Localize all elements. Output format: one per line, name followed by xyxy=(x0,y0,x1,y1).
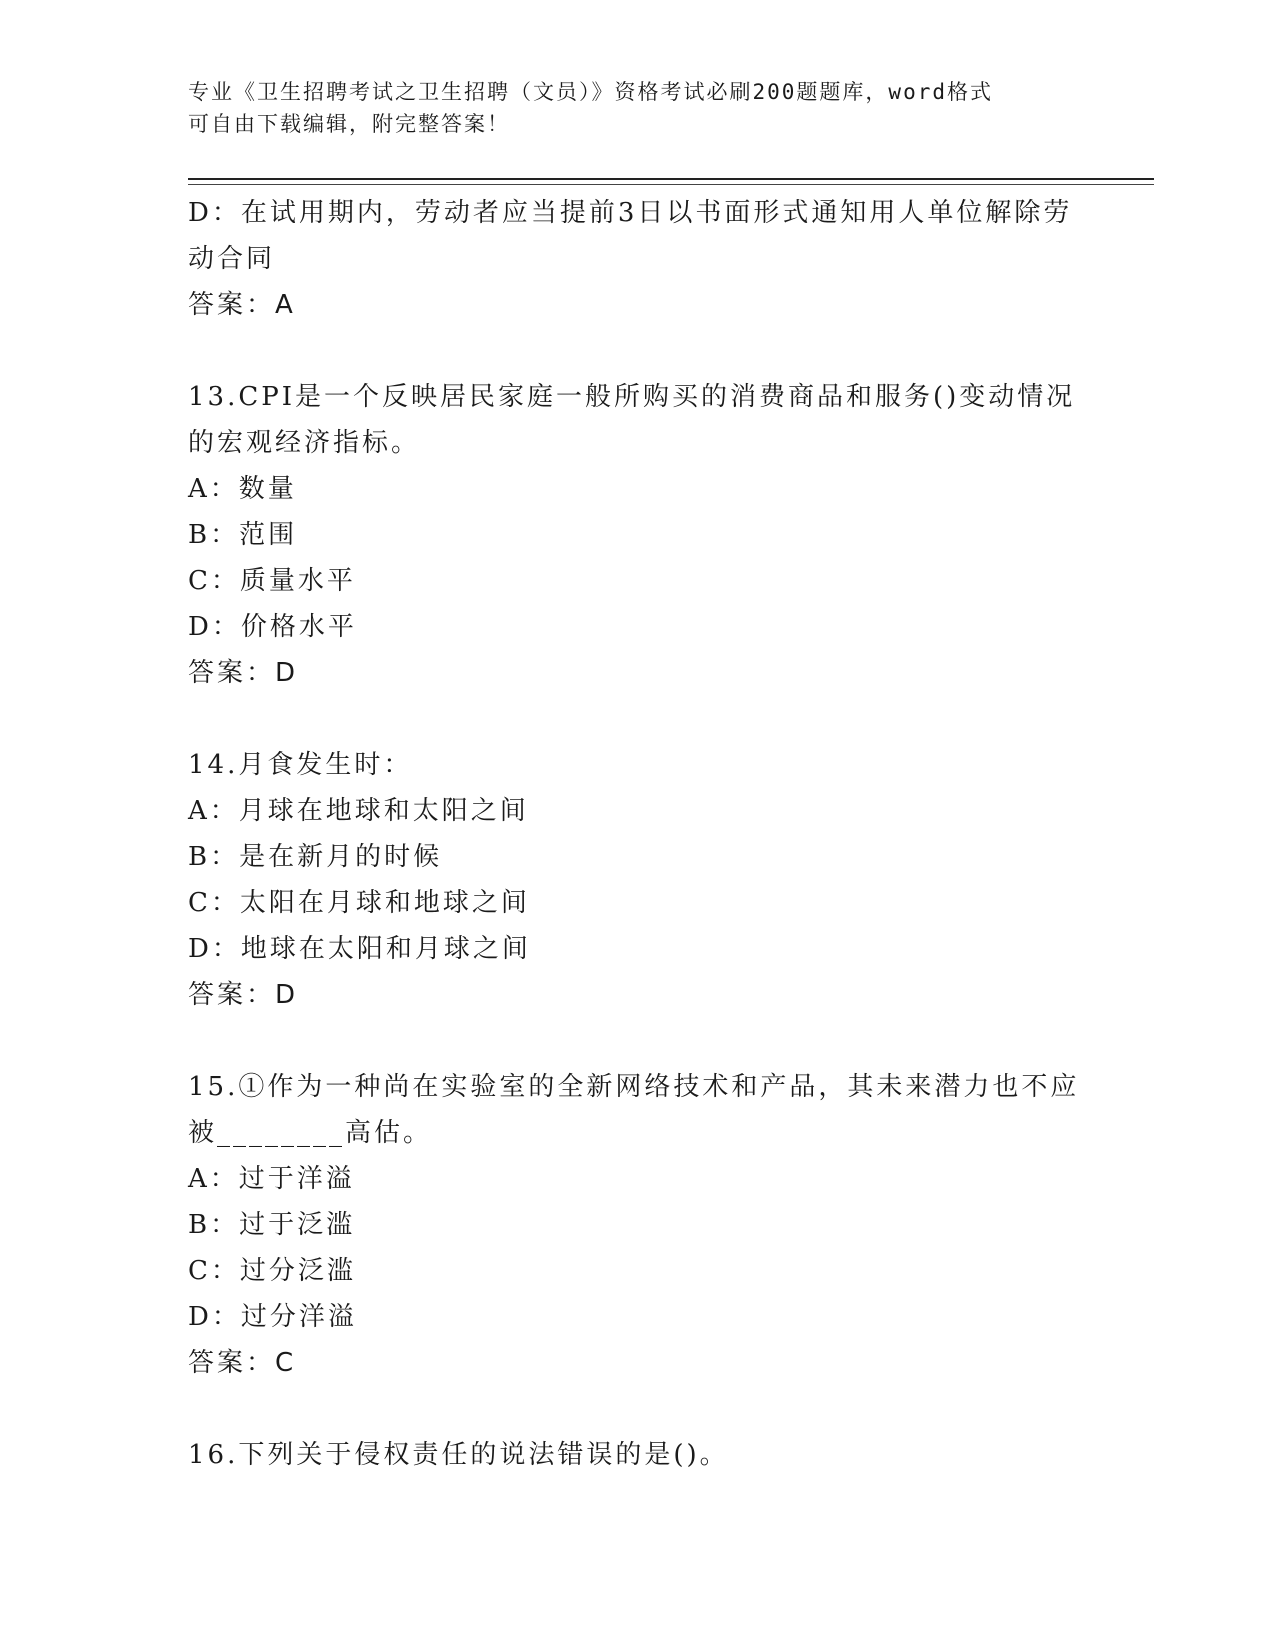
option-b: B：是在新月的时候 xyxy=(188,842,443,872)
answer-line: 答案：A xyxy=(188,290,296,320)
question-stem: 15.①作为一种尚在实验室的全新网络技术和产品，其未来潜力也不应 xyxy=(188,1072,1080,1102)
question-stem: 14.月食发生时： xyxy=(188,750,413,780)
question-stem-continued: 的宏观经济指标。 xyxy=(188,428,421,458)
option-d-continued: 动合同 xyxy=(188,244,276,274)
option-d: D：在试用期内，劳动者应当提前3日以书面形式通知用人单位解除劳 xyxy=(188,198,1073,228)
question-stem: 16.下列关于侵权责任的说法错误的是()。 xyxy=(188,1440,729,1470)
question-15 xyxy=(188,1064,1088,1386)
option-a: A：月球在地球和太阳之间 xyxy=(188,796,529,826)
option-c: C：过分泛滥 xyxy=(188,1256,356,1286)
option-a: A：数量 xyxy=(188,474,297,504)
option-c: C：太阳在月球和地球之间 xyxy=(188,888,530,918)
option-c: C：质量水平 xyxy=(188,566,356,596)
option-b: B：过于泛滥 xyxy=(188,1210,356,1240)
question-stem-continued: 被________高估。 xyxy=(188,1118,433,1148)
header-line-2: 可自由下载编辑，附完整答案！ xyxy=(188,112,510,136)
question-16 xyxy=(188,1432,1088,1478)
answer-line: 答案：D xyxy=(188,980,299,1010)
previous-question-tail xyxy=(188,190,1088,328)
question-13 xyxy=(188,374,1088,696)
answer-line: 答案：D xyxy=(188,658,299,688)
option-b: B：范围 xyxy=(188,520,298,550)
header-divider-thick xyxy=(188,178,1154,180)
header-line-1: 专业《卫生招聘考试之卫生招聘（文员）》资格考试必刷200题题库，word格式 xyxy=(188,80,993,104)
option-d: D：地球在太阳和月球之间 xyxy=(188,934,531,964)
document-header xyxy=(188,76,1068,140)
option-d: D：过分洋溢 xyxy=(188,1302,357,1332)
question-list xyxy=(188,190,1088,1478)
answer-line: 答案：C xyxy=(188,1348,297,1378)
header-divider-thin xyxy=(188,184,1154,185)
question-14 xyxy=(188,742,1088,1018)
question-stem: 13.CPI是一个反映居民家庭一般所购买的消费商品和服务()变动情况 xyxy=(188,382,1076,412)
option-d: D：价格水平 xyxy=(188,612,357,642)
option-a: A：过于洋溢 xyxy=(188,1164,355,1194)
